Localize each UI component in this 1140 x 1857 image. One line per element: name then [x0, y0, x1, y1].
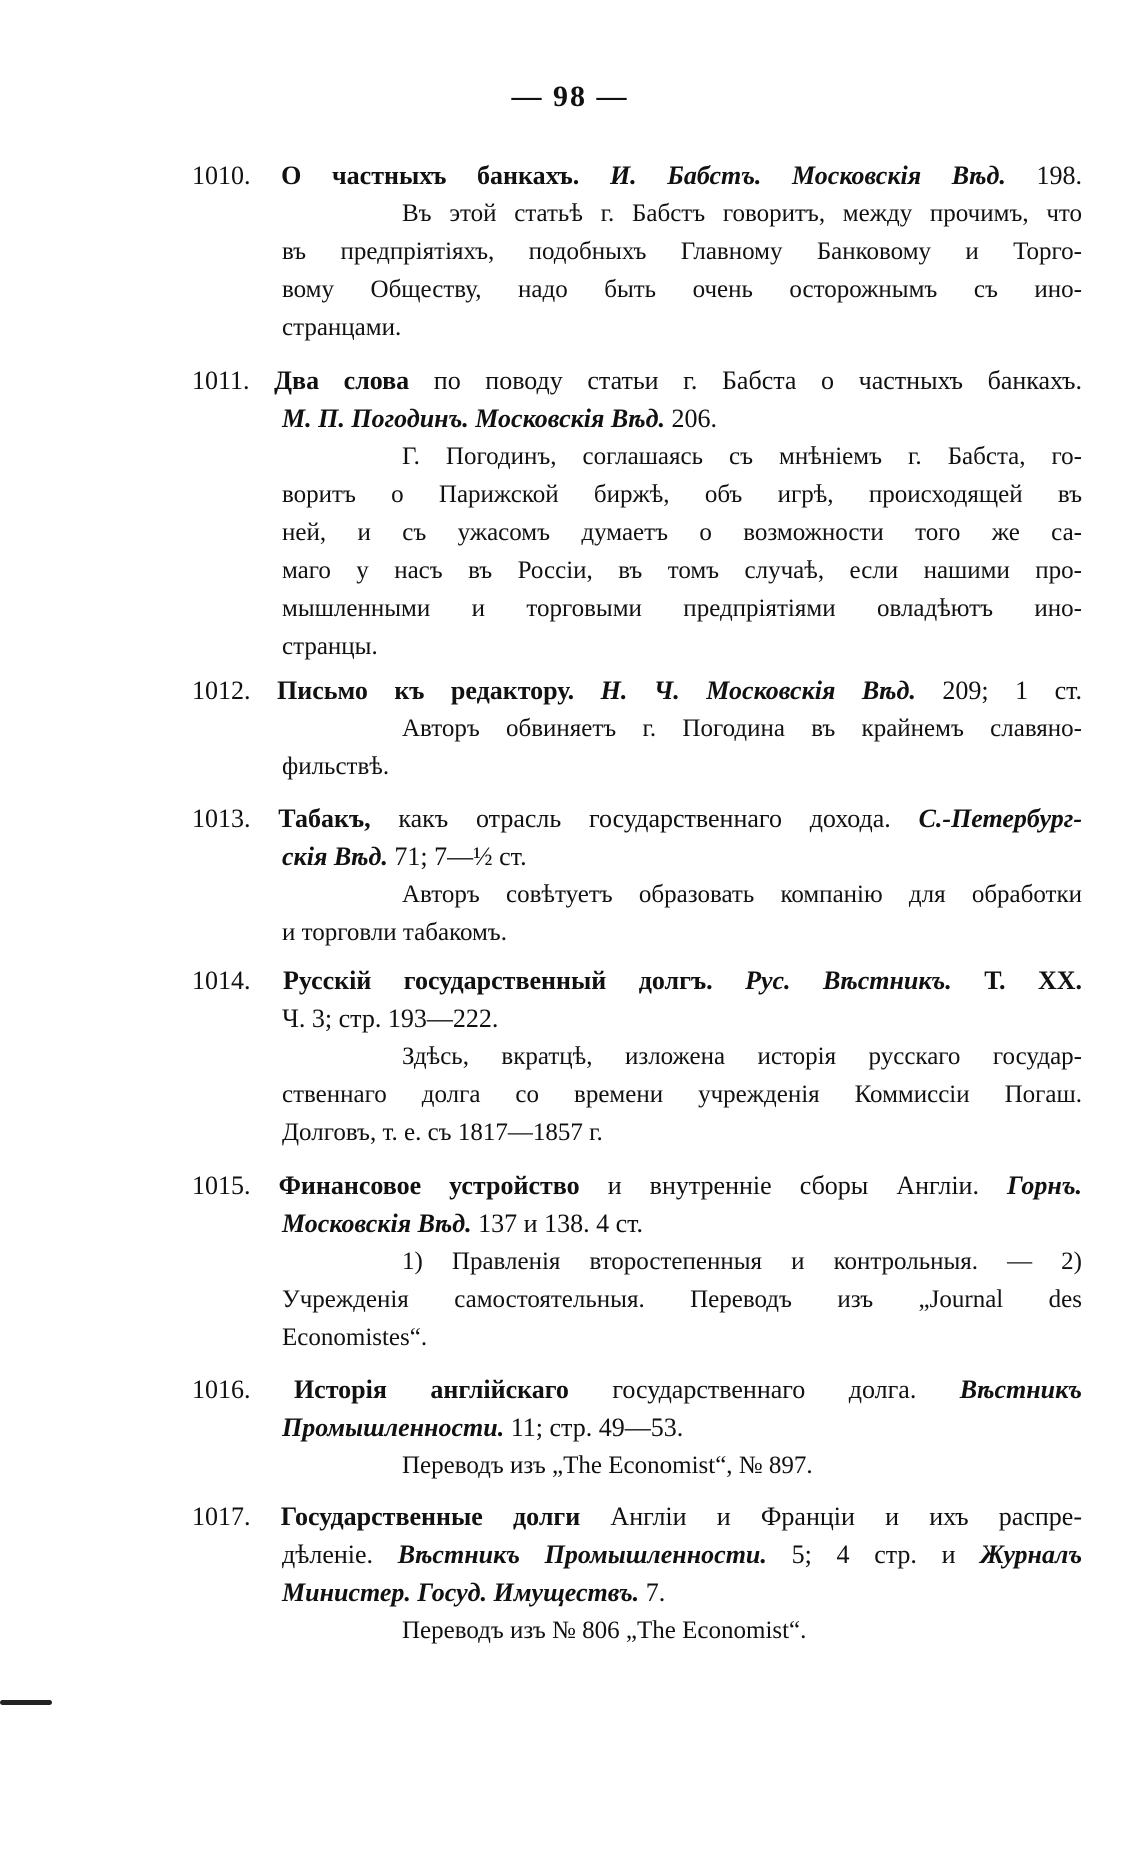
bibliography-entry — [192, 1498, 1082, 1650]
entry-note-line: воритъ о Парижской биржѣ, объ игрѣ, происходящей въ — [282, 481, 1082, 508]
entry-number: 1011. — [192, 366, 250, 395]
entry-source: Министер. Госуд. Имуществъ. — [282, 1578, 640, 1607]
entry-title-rest: по поводу статьи г. Бабста о частныхъ банкахъ. — [433, 366, 1082, 395]
entry-note-line: вому Обществу, надо быть очень осторожнымъ съ ино- — [282, 276, 1082, 303]
entry-note-line: странцы. — [282, 633, 378, 660]
entry-note-line: въ предпріятіяхъ, подобныхъ Главному Банковому и Торго- — [282, 238, 1082, 265]
entry-source: Журналъ — [980, 1540, 1082, 1569]
entry-source: И. Бабстъ. Московскія Вѣд. — [609, 161, 1006, 190]
entry-note-line: ственнаго долга со времени учрежденія Коммиссіи Погаш. — [282, 1081, 1082, 1108]
entry-number: 1015. — [192, 1171, 251, 1200]
entry-source: Н. Ч. Московскія Вѣд. — [600, 676, 916, 705]
entry-note-line: Economistes“. — [282, 1324, 428, 1351]
entry-title: Русскій государственный долгъ. — [282, 966, 713, 995]
entry-note-line: Г. Погодинъ, соглашаясь съ мнѣніемъ г. Бабста, го- — [402, 443, 1082, 470]
entry-title: Письмо къ редактору. — [276, 676, 575, 705]
entry-source: Рус. Вѣстникъ. — [745, 966, 952, 995]
entry-note-line: мышленными и торговыми предпріятіями овладѣютъ ино- — [282, 595, 1082, 622]
entry-title: Исторія англійскаго — [293, 1375, 569, 1404]
page-number: — 98 — — [511, 80, 629, 113]
entry-note-line: Авторъ обвиняетъ г. Погодина въ крайнемъ славяно- — [402, 715, 1082, 742]
entry-page-ref: 7. — [645, 1578, 666, 1607]
entry-note-line: Учрежденія самостоятельныя. Переводъ изъ „Journal des — [282, 1286, 1082, 1313]
entry-title-rest: дѣленіе. — [282, 1540, 374, 1569]
entry-note-line: Въ этой статьѣ г. Бабстъ говоритъ, между прочимъ, что — [402, 200, 1082, 227]
bibliography-entry — [192, 672, 1082, 786]
entry-number: 1017. — [192, 1502, 251, 1531]
entry-title-rest: Англіи и Франціи и ихъ распре- — [610, 1502, 1082, 1531]
bibliography-entry — [192, 157, 1082, 347]
entry-page-ref: 206. — [671, 404, 717, 433]
bibliography-entry — [192, 362, 1082, 666]
entry-page-ref: 11; стр. 49—53. — [510, 1413, 684, 1442]
entry-source: Московскія Вѣд. — [282, 1209, 472, 1238]
entry-source: Промышленности. — [282, 1413, 505, 1442]
entry-note-line: Долговъ, т. е. съ 1817—1857 г. — [282, 1119, 603, 1146]
bibliography-entry — [192, 962, 1082, 1152]
entry-page-ref: Ч. 3; стр. 193—222. — [282, 1004, 499, 1033]
entry-note-line: Переводъ изъ „The Economist“, № 897. — [402, 1452, 813, 1479]
entry-note-line: Здѣсь, вкратцѣ, изложена исторія русскаго государ- — [402, 1043, 1082, 1070]
entry-note-line: 1) Правленія второстепенныя и контрольныя. — 2) — [402, 1248, 1082, 1275]
entry-title: Два слова — [274, 366, 410, 395]
bibliography-entry — [192, 1371, 1082, 1485]
entry-source: М. П. Погодинъ. Московскія Вѣд. — [282, 404, 665, 433]
entry-source: Горнъ. — [1007, 1171, 1082, 1200]
entry-note-line: фильствѣ. — [282, 753, 390, 780]
entry-title: Государственные долги — [280, 1502, 581, 1531]
entry-note-line: Авторъ совѣтуетъ образовать компанію для обработки — [402, 881, 1082, 908]
entry-note-line: и торговли табакомъ. — [282, 919, 507, 946]
entry-page-ref: 209; 1 ст. — [942, 676, 1082, 705]
bibliography-entry — [192, 1167, 1082, 1357]
entry-title: Финансовое устройство — [278, 1171, 580, 1200]
entry-number: 1016. — [192, 1375, 251, 1404]
entry-volume: Т. XX. — [984, 966, 1082, 995]
entry-note-line: маго у насъ въ Россіи, въ томъ случаѣ, если нашими про- — [282, 557, 1082, 584]
entry-number: 1013. — [192, 804, 251, 833]
entry-number: 1012. — [192, 676, 251, 705]
entry-title: О частныхъ банкахъ. — [281, 161, 580, 190]
entry-page-ref: 5; 4 стр. и — [791, 1540, 956, 1569]
entry-note-line: Переводъ изъ № 806 „The Economist“. — [402, 1617, 807, 1644]
entry-note-line: ней, и съ ужасомъ думаетъ о возможности того же са- — [282, 519, 1082, 546]
entry-title-rest: и внутренніе сборы Англіи. — [607, 1171, 979, 1200]
entry-page-ref: 71; 7—½ ст. — [394, 842, 527, 871]
entry-number: 1010. — [192, 161, 251, 190]
entry-source: скія Вѣд. — [282, 842, 388, 871]
entry-page-ref: 137 и 138. 4 ст. — [478, 1209, 644, 1238]
entry-title-rest: государственнаго долга. — [612, 1375, 917, 1404]
entry-page-ref: 198. — [1036, 161, 1082, 190]
entry-source: Вѣстникъ — [959, 1375, 1082, 1404]
entry-title: Табакъ, — [278, 804, 371, 833]
entry-source: Вѣстникъ Промышленности. — [397, 1540, 767, 1569]
bibliography-entry — [192, 800, 1082, 952]
entry-source: С.-Петербург- — [918, 804, 1082, 833]
margin-mark — [0, 1700, 52, 1705]
entry-number: 1014. — [192, 966, 251, 995]
entry-title-rest: какъ отрасль государственнаго дохода. — [398, 804, 891, 833]
entry-note-line: странцами. — [282, 314, 402, 341]
